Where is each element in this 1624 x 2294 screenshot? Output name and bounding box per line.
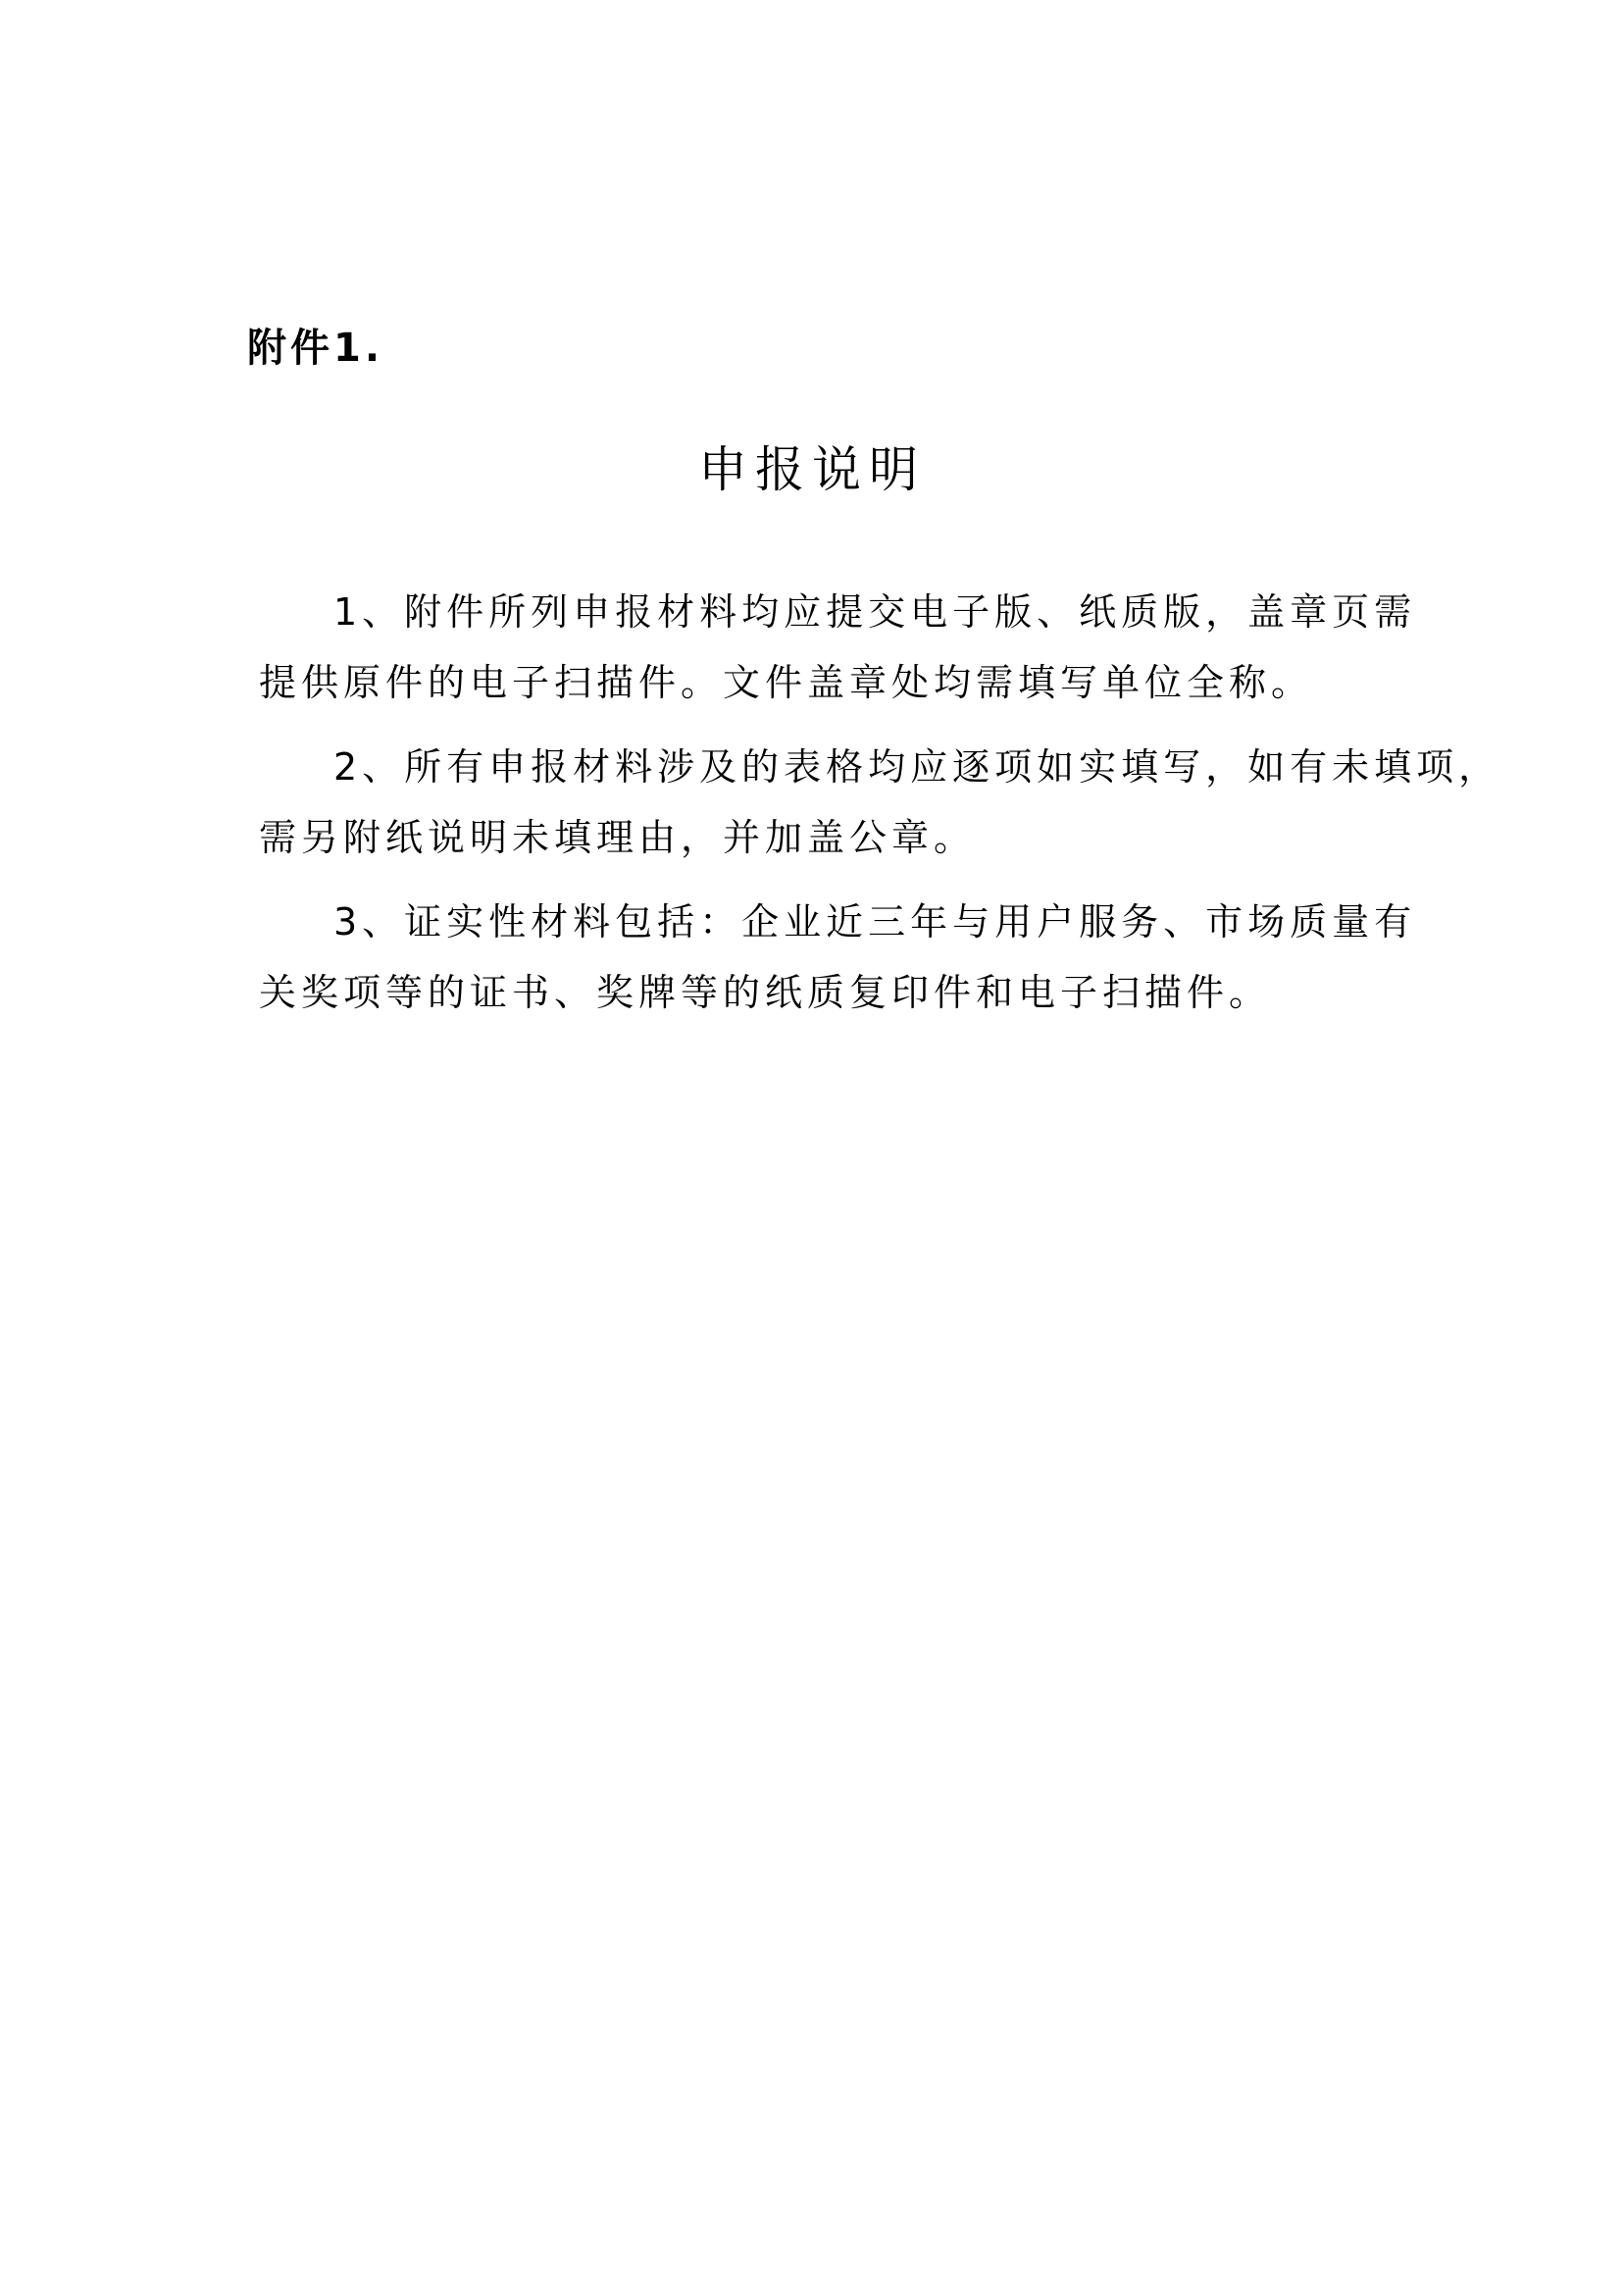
paragraph-line: 关奖项等的证书、奖牌等的纸质复印件和电子扫描件。: [259, 971, 1272, 1014]
paragraph-line: 1、附件所列申报材料均应提交电子版、纸质版，盖章页需: [333, 590, 1417, 634]
instruction-paragraph-2: [259, 732, 1501, 873]
paragraph-line: 3、证实性材料包括：企业近三年与用户服务、市场质量有: [333, 900, 1417, 943]
paragraph-line: 2、所有申报材料涉及的表格均应逐项如实填写，如有未填项，: [333, 745, 1501, 789]
instruction-paragraph-3: [259, 887, 1417, 1028]
page-title: 申报说明: [698, 441, 926, 498]
instruction-paragraph-1: [259, 577, 1417, 718]
attachment-label: 附件1.: [247, 326, 384, 371]
paragraph-line: 提供原件的电子扫描件。文件盖章处均需填写单位全称。: [259, 661, 1314, 704]
instructions-body: [259, 577, 1501, 1042]
paragraph-line: 需另附纸说明未填理由，并加盖公章。: [259, 816, 977, 859]
